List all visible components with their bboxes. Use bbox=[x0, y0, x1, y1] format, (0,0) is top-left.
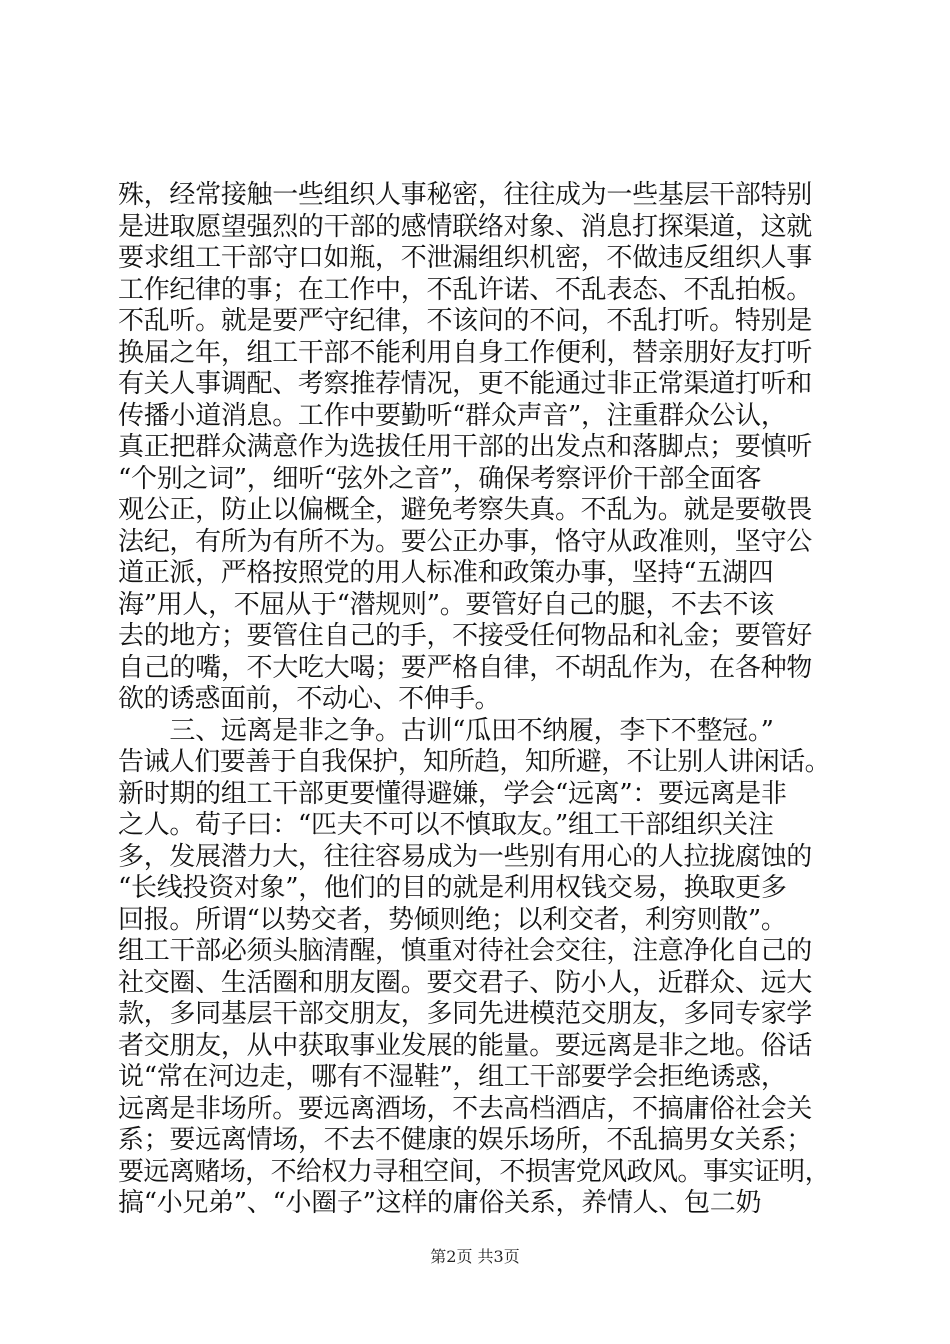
text-line: 社交圈、生活圈和朋友圈。要交君子、防小人，近群众、远大 bbox=[118, 967, 813, 998]
text-line: 观公正，防止以偏概全，避免考察失真。不乱为。就是要敬畏 bbox=[118, 495, 813, 525]
text-line: 远离是非场所。要远离酒场，不去高档酒店，不搞庸俗社会关 bbox=[118, 1093, 813, 1124]
document-body bbox=[118, 180, 838, 1220]
text-line: 新时期的组工干部更要懂得避嫌，学会“远离”：要远离是非 bbox=[118, 778, 787, 809]
text-line: “长线投资对象”，他们的目的就是利用权钱交易，换取更多 bbox=[118, 873, 787, 903]
text-line: 有关人事调配、考察推荐情况，更不能通过非正常渠道打听和 bbox=[118, 369, 813, 399]
text-line: 传播小道消息。工作中要勤听“群众声音”，注重群众公认， bbox=[118, 400, 787, 431]
text-line: 法纪，有所为有所不为。要公正办事，恪守从政准则，坚守公 bbox=[118, 526, 813, 557]
text-line: 搞“小兄弟”、“小圈子”这样的庸俗关系，养情人、包二奶 bbox=[118, 1188, 762, 1218]
text-line: 真正把群众满意作为选拔任用干部的出发点和落脚点；要慎听 bbox=[118, 432, 813, 462]
text-line: 不乱听。就是要严守纪律，不该问的不问，不乱打听。特别是 bbox=[118, 306, 813, 336]
text-line: 殊，经常接触一些组织人事秘密，往往成为一些基层干部特别 bbox=[118, 180, 813, 210]
text-line: 工作纪律的事；在工作中，不乱许诺、不乱表态、不乱拍板。 bbox=[118, 274, 813, 305]
text-line: 告诫人们要善于自我保护，知所趋，知所避，不让别人讲闲话。 bbox=[118, 747, 831, 777]
text-line: 要求组工干部守口如瓶，不泄漏组织机密，不做违反组织人事 bbox=[118, 243, 813, 273]
text-line: 款，多同基层干部交朋友，多同先进模范交朋友，多同专家学 bbox=[118, 999, 813, 1029]
text-line: 者交朋友，从中获取事业发展的能量。要远离是非之地。俗话 bbox=[118, 1030, 813, 1061]
text-line: 之人。荀子曰：“匹夫不可以不慎取友。”组工干部组织关注 bbox=[118, 810, 774, 840]
text-line: 海”用人，不屈从于“潜规则”。要管好自己的腿，不去不该 bbox=[118, 589, 774, 620]
text-line: 换届之年，组工干部不能利用自身工作便利，替亲朋好友打听 bbox=[118, 337, 813, 368]
text-line: 去的地方；要管住自己的手，不接受任何物品和礼金；要管好 bbox=[118, 621, 813, 651]
text-line: 说“常在河边走，哪有不湿鞋”，组工干部要学会拒绝诱惑， bbox=[118, 1062, 787, 1092]
text-line: 三、远离是非之争。古训“瓜田不纳履，李下不整冠。” bbox=[118, 715, 774, 746]
text-line: 是进取愿望强烈的干部的感情联络对象、消息打探渠道，这就 bbox=[118, 211, 813, 242]
text-line: 回报。所谓“以势交者，势倾则绝；以利交者，利穷则散”。 bbox=[118, 904, 787, 935]
text-line: 组工干部必须头脑清醒，慎重对待社会交往，注意净化自己的 bbox=[118, 936, 813, 966]
text-line: 系；要远离情场，不去不健康的娱乐场所，不乱搞男女关系； bbox=[118, 1125, 813, 1155]
text-line: 道正派，严格按照党的用人标准和政策办事，坚持“五湖四 bbox=[118, 558, 774, 588]
page-footer: 第2页 共3页 bbox=[430, 1247, 520, 1266]
text-line: 要远离赌场，不给权力寻租空间，不损害党风政风。事实证明， bbox=[118, 1156, 831, 1187]
text-line: 欲的诱惑面前，不动心、不伸手。 bbox=[118, 684, 501, 714]
text-line: “个别之词”，细听“弦外之音”，确保考察评价干部全面客 bbox=[118, 463, 762, 494]
text-line: 多，发展潜力大，往往容易成为一些别有用心的人拉拢腐蚀的 bbox=[118, 841, 813, 872]
text-line: 自己的嘴，不大吃大喝；要严格自律，不胡乱作为，在各种物 bbox=[118, 652, 813, 683]
